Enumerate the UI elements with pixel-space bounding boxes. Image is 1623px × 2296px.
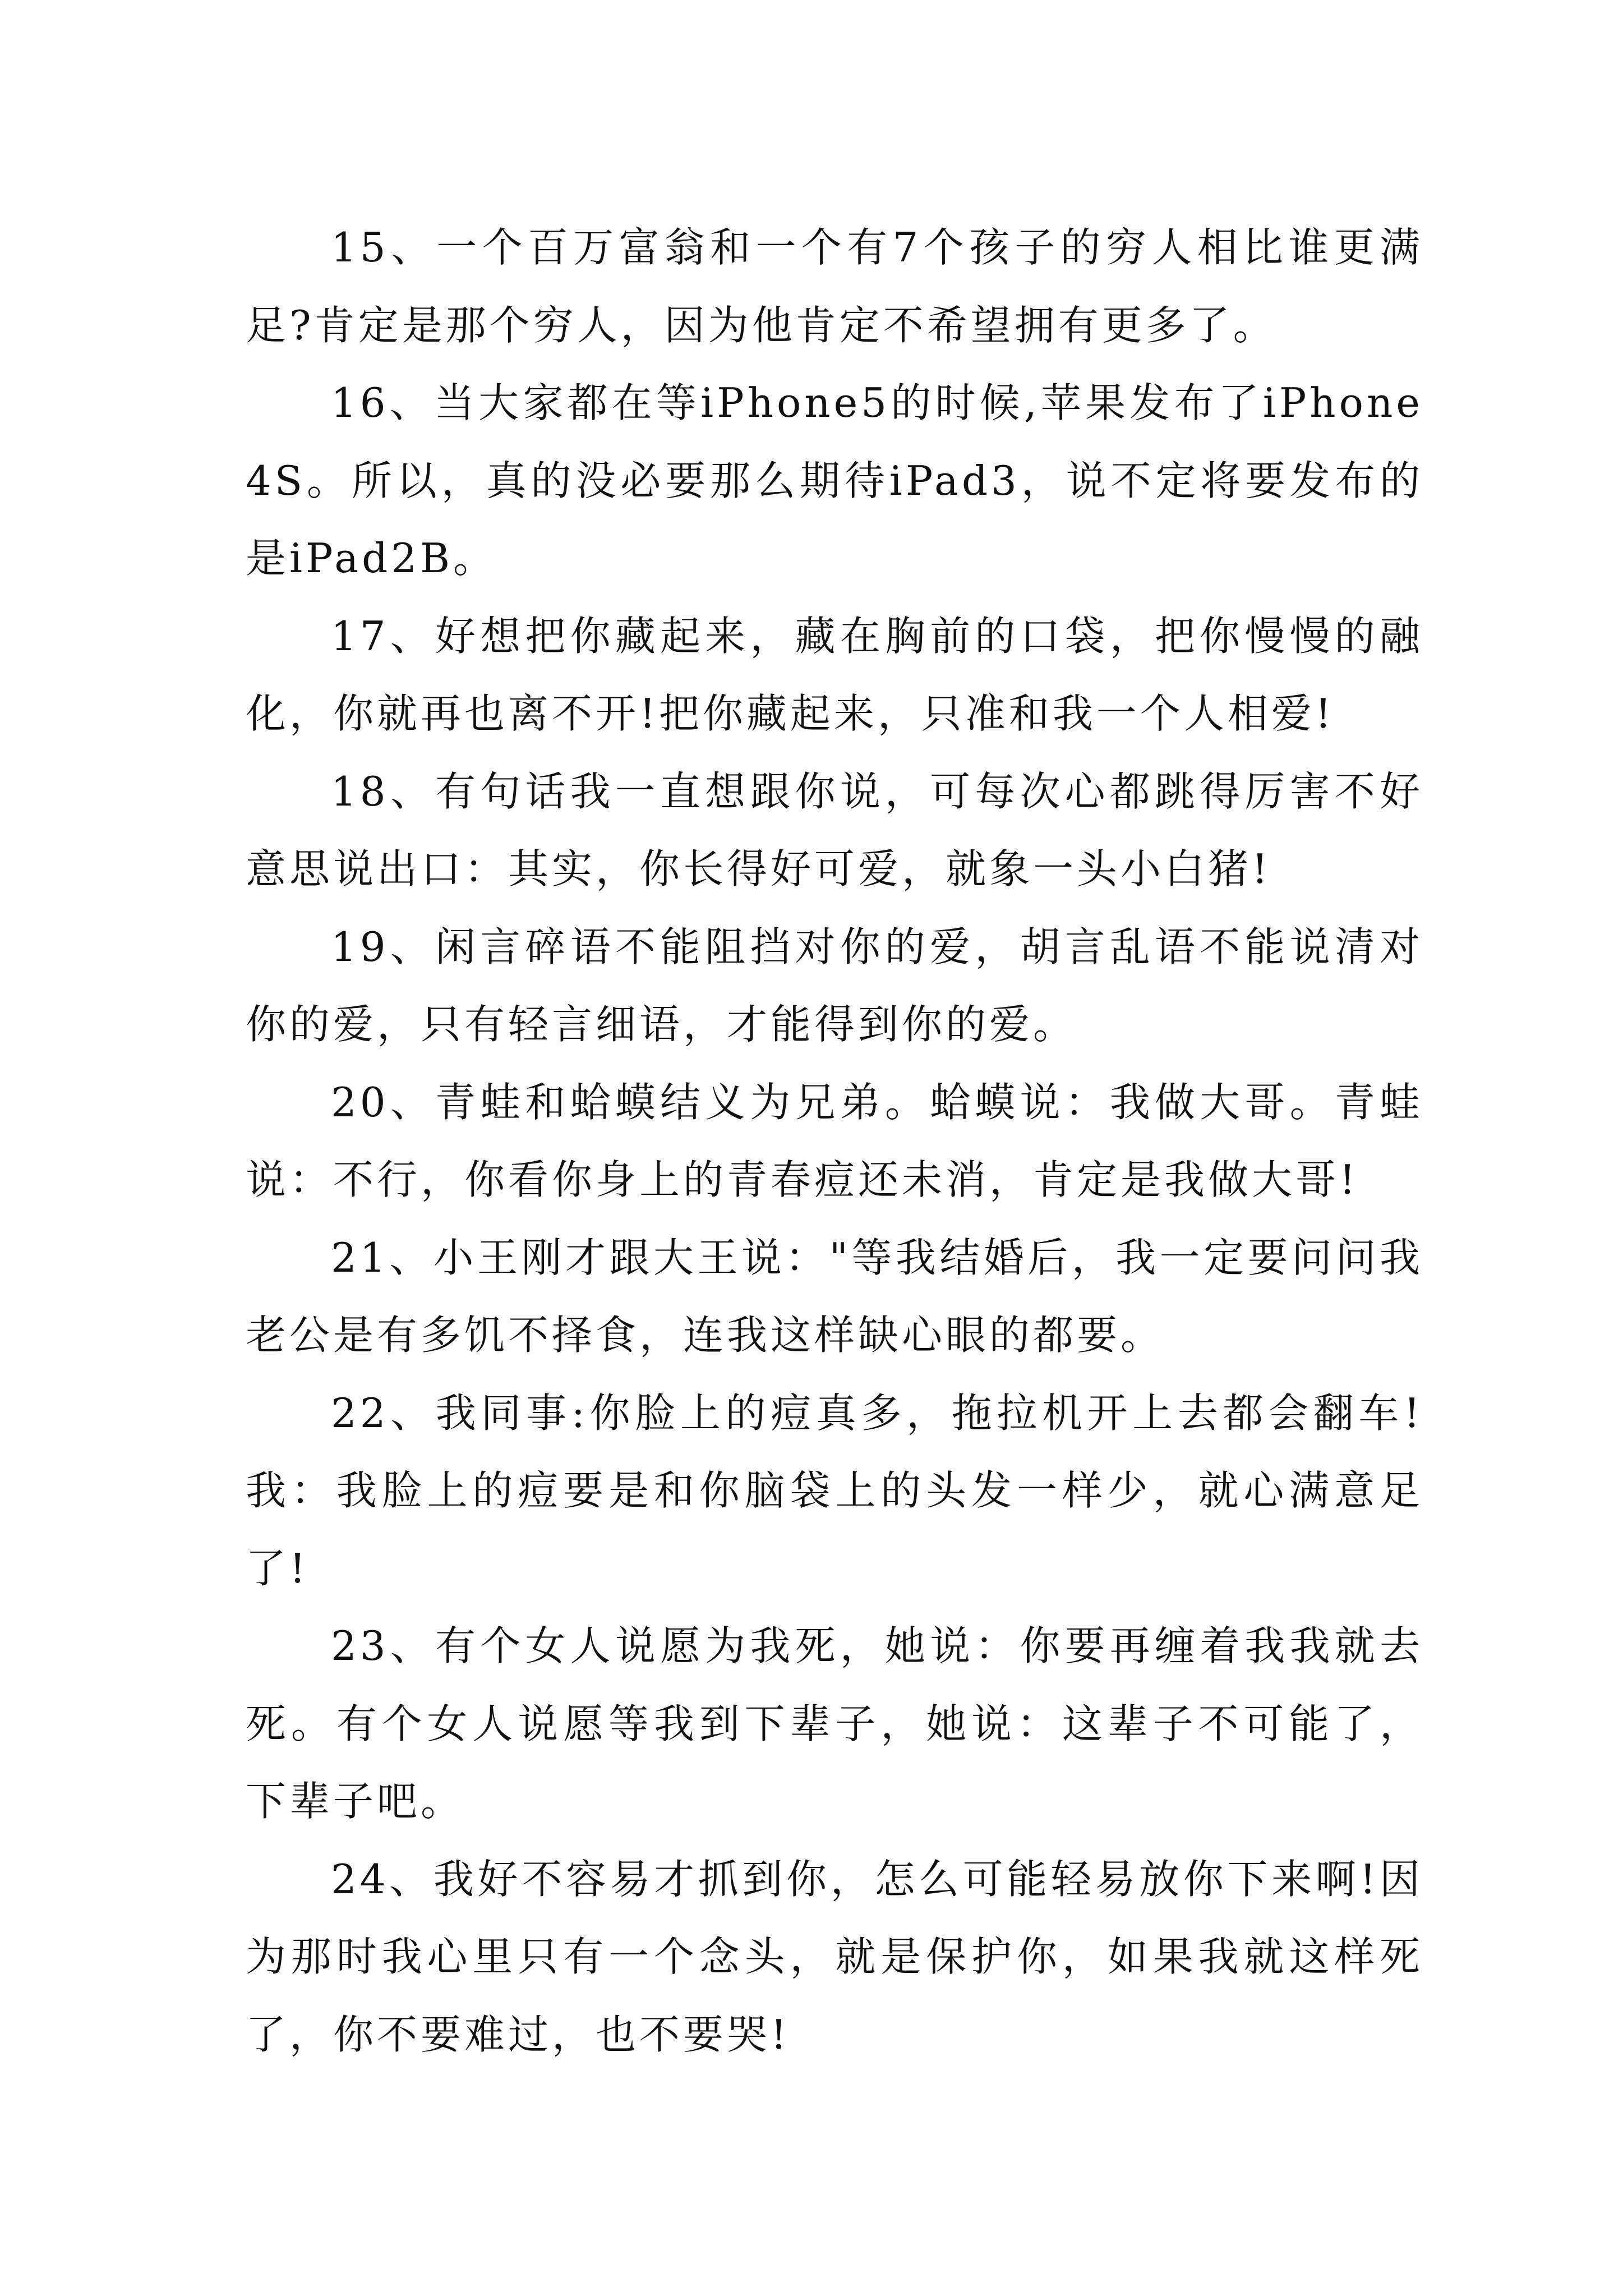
document-body (246, 209, 1423, 2073)
paragraph-18: 18、有句话我一直想跟你说，可每次心都跳得厉害不好意思说出口：其实，你长得好可爱，就象一头小白猪! (246, 767, 1423, 892)
paragraph-22: 22、我同事:你脸上的痘真多，拖拉机开上去都会翻车!我：我脸上的痘要是和你脑袋上的头发一样少，就心满意足了! (246, 1389, 1423, 1592)
paragraph-15: 15、一个百万富翁和一个有7个孩子的穷人相比谁更满足?肯定是那个穷人，因为他肯定不希望拥有更多了。 (246, 224, 1423, 349)
paragraph-20: 20、青蛙和蛤蟆结义为兄弟。蛤蟆说：我做大哥。青蛙说：不行，你看你身上的青春痘还未消，肯定是我做大哥! (246, 1078, 1423, 1203)
paragraph-19: 19、闲言碎语不能阻挡对你的爱，胡言乱语不能说清对你的爱，只有轻言细语，才能得到你的爱。 (246, 923, 1423, 1048)
paragraph-23: 23、有个女人说愿为我死，她说：你要再缠着我我就去死。有个女人说愿等我到下辈子，她说：这辈子不可能了，下辈子吧。 (246, 1622, 1423, 1825)
paragraph-17: 17、好想把你藏起来，藏在胸前的口袋，把你慢慢的融化，你就再也离不开!把你藏起来，只准和我一个人相爱! (246, 612, 1423, 737)
paragraph-24: 24、我好不容易才抓到你，怎么可能轻易放你下来啊!因为那时我心里只有一个念头，就是保护你，如果我就这样死了，你不要难过，也不要哭! (246, 1855, 1423, 2058)
paragraph-21: 21、小王刚才跟大王说："等我结婚后，我一定要问问我老公是有多饥不择食，连我这样缺心眼的都要。 (246, 1234, 1423, 1359)
paragraph-16: 16、当大家都在等iPhone5的时候,苹果发布了iPhone4S。所以，真的没必要那么期待iPad3，说不定将要发布的是iPad2B。 (246, 379, 1423, 582)
